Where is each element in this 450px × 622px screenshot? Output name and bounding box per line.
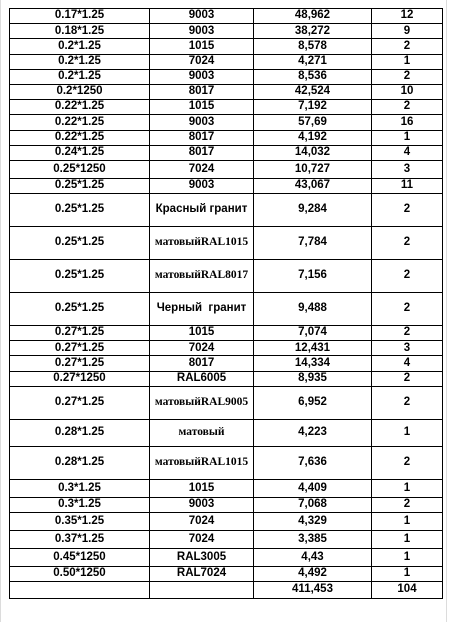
weight-cell[interactable]: 4,492	[254, 567, 372, 582]
color-code-cell[interactable]: 8017	[150, 130, 254, 145]
table-row[interactable]	[10, 9, 443, 24]
thickness-cell[interactable]: 0.2*1.25	[10, 69, 150, 84]
table-row[interactable]	[10, 84, 443, 99]
table-row[interactable]	[10, 567, 443, 582]
color-code-cell[interactable]: RAL3005	[150, 549, 254, 567]
table-row[interactable]	[10, 497, 443, 512]
table-row[interactable]	[10, 178, 443, 193]
weight-cell[interactable]: 3,385	[254, 531, 372, 549]
quantity-cell[interactable]: 2	[372, 227, 443, 260]
weight-cell[interactable]: 38,272	[254, 24, 372, 39]
background-gridline	[0, 0, 1, 622]
weight-cell[interactable]: 14,032	[254, 145, 372, 160]
thickness-cell[interactable]: 0.2*1.25	[10, 39, 150, 54]
thickness-cell[interactable]: 0.25*1.25	[10, 194, 150, 227]
background-gridline	[446, 0, 447, 622]
thickness-cell[interactable]: 0.35*1.25	[10, 513, 150, 531]
quantity-cell[interactable]: 2	[372, 194, 443, 227]
thickness-cell[interactable]: 0.2*1250	[10, 84, 150, 99]
table-row[interactable]	[10, 341, 443, 356]
table-row[interactable]	[10, 531, 443, 549]
totals-row[interactable]	[10, 582, 443, 599]
weight-cell[interactable]: 57,69	[254, 115, 372, 130]
quantity-cell[interactable]: 12	[372, 9, 443, 24]
thickness-cell[interactable]: 0.24*1.25	[10, 145, 150, 160]
thickness-cell[interactable]: 0.50*1250	[10, 567, 150, 582]
table-row[interactable]	[10, 115, 443, 130]
color-code-cell[interactable]: Черный гранит	[150, 293, 254, 326]
quantity-cell[interactable]: 2	[372, 386, 443, 419]
quantity-cell[interactable]: 1	[372, 54, 443, 69]
quantity-cell[interactable]: 16	[372, 115, 443, 130]
thickness-cell[interactable]: 0.22*1.25	[10, 130, 150, 145]
weight-cell[interactable]: 7,192	[254, 100, 372, 115]
color-code-cell[interactable]: 9003	[150, 178, 254, 193]
color-code-cell[interactable]: Красный гранит	[150, 194, 254, 227]
weight-cell[interactable]: 9,488	[254, 293, 372, 326]
color-code-cell[interactable]: матовыйRAL8017	[150, 260, 254, 293]
weight-cell[interactable]: 4,329	[254, 513, 372, 531]
thickness-cell[interactable]: 0.25*1.25	[10, 178, 150, 193]
table-row[interactable]	[10, 419, 443, 446]
weight-cell[interactable]: 7,068	[254, 497, 372, 512]
table-row[interactable]	[10, 326, 443, 341]
quantity-cell[interactable]: 2	[372, 100, 443, 115]
table-row[interactable]	[10, 479, 443, 497]
total-weight-cell[interactable]: 411,453	[254, 582, 372, 599]
table-row[interactable]	[10, 54, 443, 69]
thickness-cell[interactable]: 0.17*1.25	[10, 9, 150, 24]
color-code-cell[interactable]: 9003	[150, 497, 254, 512]
color-code-cell[interactable]: матовыйRAL9005	[150, 386, 254, 419]
weight-cell[interactable]: 4,223	[254, 419, 372, 446]
quantity-cell[interactable]: 2	[372, 497, 443, 512]
quantity-cell[interactable]: 1	[372, 419, 443, 446]
table-row[interactable]	[10, 371, 443, 386]
total-count-cell[interactable]: 104	[372, 582, 443, 599]
weight-cell[interactable]: 4,192	[254, 130, 372, 145]
thickness-cell[interactable]: 0.28*1.25	[10, 419, 150, 446]
thickness-cell[interactable]: 0.27*1.25	[10, 341, 150, 356]
quantity-cell[interactable]: 2	[372, 446, 443, 479]
thickness-cell[interactable]: 0.22*1.25	[10, 115, 150, 130]
weight-cell[interactable]: 9,284	[254, 194, 372, 227]
thickness-cell[interactable]: 0.25*1250	[10, 160, 150, 178]
empty-cell	[10, 582, 150, 599]
empty-cell[interactable]	[150, 582, 254, 599]
thickness-cell[interactable]: 0.27*1.25	[10, 386, 150, 419]
quantity-cell[interactable]: 4	[372, 356, 443, 371]
thickness-cell[interactable]: 0.25*1.25	[10, 227, 150, 260]
color-code-cell[interactable]: 8017	[150, 145, 254, 160]
table-row[interactable]	[10, 549, 443, 567]
weight-cell[interactable]: 8,536	[254, 69, 372, 84]
quantity-cell[interactable]: 4	[372, 145, 443, 160]
thickness-cell[interactable]: 0.22*1.25	[10, 100, 150, 115]
color-code-cell[interactable]: матовыйRAL1015	[150, 227, 254, 260]
quantity-cell[interactable]: 11	[372, 178, 443, 193]
weight-cell[interactable]: 4,271	[254, 54, 372, 69]
thickness-cell[interactable]: 0.27*1.25	[10, 326, 150, 341]
thickness-cell[interactable]: 0.3*1.25	[10, 479, 150, 497]
weight-cell[interactable]: 43,067	[254, 178, 372, 193]
weight-cell[interactable]: 8,935	[254, 371, 372, 386]
quantity-cell[interactable]: 2	[372, 69, 443, 84]
weight-cell[interactable]: 6,952	[254, 386, 372, 419]
quantity-cell[interactable]: 3	[372, 341, 443, 356]
table-row[interactable]	[10, 145, 443, 160]
quantity-cell[interactable]: 1	[372, 130, 443, 145]
weight-cell[interactable]: 10,727	[254, 160, 372, 178]
weight-cell[interactable]: 4,43	[254, 549, 372, 567]
thickness-cell[interactable]: 0.18*1.25	[10, 24, 150, 39]
table-row[interactable]	[10, 24, 443, 39]
thickness-cell[interactable]: 0.3*1.25	[10, 497, 150, 512]
color-code-cell[interactable]: 7024	[150, 531, 254, 549]
weight-cell[interactable]: 7,636	[254, 446, 372, 479]
quantity-cell[interactable]: 1	[372, 479, 443, 497]
quantity-cell[interactable]: 2	[372, 260, 443, 293]
color-code-cell[interactable]: 1015	[150, 39, 254, 54]
weight-cell[interactable]: 12,431	[254, 341, 372, 356]
quantity-cell[interactable]: 2	[372, 39, 443, 54]
table-row[interactable]	[10, 69, 443, 84]
thickness-cell[interactable]: 0.25*1.25	[10, 260, 150, 293]
quantity-cell[interactable]: 1	[372, 567, 443, 582]
table-row[interactable]	[10, 100, 443, 115]
quantity-cell[interactable]: 2	[372, 326, 443, 341]
thickness-cell[interactable]: 0.28*1.25	[10, 446, 150, 479]
color-code-cell[interactable]: 7024	[150, 54, 254, 69]
weight-cell[interactable]: 4,409	[254, 479, 372, 497]
quantity-cell[interactable]: 1	[372, 531, 443, 549]
quantity-cell[interactable]: 10	[372, 84, 443, 99]
quantity-cell[interactable]: 9	[372, 24, 443, 39]
color-code-cell[interactable]: 1015	[150, 100, 254, 115]
color-code-cell[interactable]: 7024	[150, 160, 254, 178]
quantity-cell[interactable]: 2	[372, 293, 443, 326]
thickness-cell[interactable]: 0.45*1250	[10, 549, 150, 567]
weight-cell[interactable]: 7,156	[254, 260, 372, 293]
table-row[interactable]	[10, 227, 443, 260]
color-code-cell[interactable]: матовыйRAL1015	[150, 446, 254, 479]
weight-cell[interactable]: 42,524	[254, 84, 372, 99]
quantity-cell[interactable]: 2	[372, 371, 443, 386]
color-code-cell[interactable]: матовый	[150, 419, 254, 446]
color-code-cell[interactable]: 9003	[150, 9, 254, 24]
thickness-cell[interactable]: 0.27*1250	[10, 371, 150, 386]
color-code-cell[interactable]: 9003	[150, 24, 254, 39]
weight-cell[interactable]: 7,074	[254, 326, 372, 341]
color-code-cell[interactable]: 7024	[150, 341, 254, 356]
table-row[interactable]	[10, 260, 443, 293]
table-row[interactable]	[10, 130, 443, 145]
thickness-cell[interactable]: 0.2*1.25	[10, 54, 150, 69]
table-row[interactable]	[10, 446, 443, 479]
quantity-cell[interactable]: 1	[372, 549, 443, 567]
weight-cell[interactable]: 14,334	[254, 356, 372, 371]
material-table	[9, 8, 443, 599]
thickness-cell[interactable]: 0.27*1.25	[10, 356, 150, 371]
weight-cell[interactable]: 48,962	[254, 9, 372, 24]
table-row[interactable]	[10, 194, 443, 227]
color-code-cell[interactable]: 9003	[150, 115, 254, 130]
color-code-cell[interactable]: RAL7024	[150, 567, 254, 582]
thickness-cell[interactable]: 0.25*1.25	[10, 293, 150, 326]
quantity-cell[interactable]: 1	[372, 513, 443, 531]
color-code-cell[interactable]: 1015	[150, 326, 254, 341]
thickness-cell[interactable]: 0.37*1.25	[10, 531, 150, 549]
color-code-cell[interactable]: 8017	[150, 84, 254, 99]
table-row[interactable]	[10, 39, 443, 54]
color-code-cell[interactable]: 8017	[150, 356, 254, 371]
table-row[interactable]	[10, 386, 443, 419]
quantity-cell[interactable]: 3	[372, 160, 443, 178]
color-code-cell[interactable]: RAL6005	[150, 371, 254, 386]
table-row[interactable]	[10, 160, 443, 178]
weight-cell[interactable]: 8,578	[254, 39, 372, 54]
color-code-cell[interactable]: 7024	[150, 513, 254, 531]
color-code-cell[interactable]: 9003	[150, 69, 254, 84]
table-row[interactable]	[10, 293, 443, 326]
table-row[interactable]	[10, 356, 443, 371]
weight-cell[interactable]: 7,784	[254, 227, 372, 260]
color-code-cell[interactable]: 1015	[150, 479, 254, 497]
table-row[interactable]	[10, 513, 443, 531]
